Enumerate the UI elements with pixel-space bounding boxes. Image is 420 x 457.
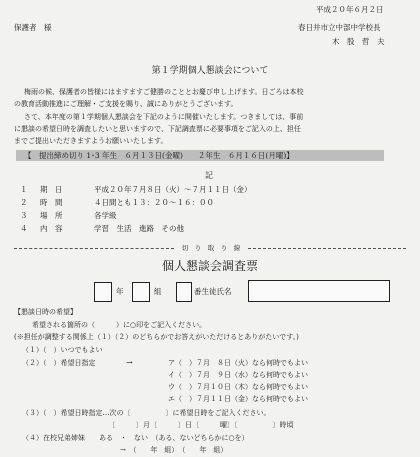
principal-name: 木 股 哲 夫 [332,37,385,46]
detail-label: 場 所 [40,211,63,220]
option-anytime[interactable]: （１）（ ）いつでもよい [22,346,103,354]
day-option[interactable]: エ（ ）７月１１日（金）なら何時でもよい [168,395,308,403]
instruction-1: 希望される箇所の（ ）に○印をご記入ください。 [32,321,207,329]
preference-section: 【懇談日時の希望】 [14,308,77,316]
number-box[interactable] [176,282,192,302]
detail-value: ４日間とも１３：２０～１６：００ [94,198,214,207]
option-datetime[interactable]: （３）（ ）希望日時指定…次の〔 〕に希望日時をご記入ください。 [22,409,271,417]
detail-num: ３ [20,211,28,220]
student-name-box[interactable] [248,280,390,302]
arrow-icon: → [126,358,133,367]
ki-heading: 記 [205,171,213,180]
student-name-label: 番生徒氏名 [194,287,232,296]
detail-label: 期 日 [40,185,63,194]
class-box[interactable] [132,282,150,302]
detail-num: １ [20,185,28,194]
detail-num: ４ [20,224,28,233]
siblings-classes[interactable]: → （ 年 組） （ 年 組） [120,446,228,454]
body-paragraph-2c: までご提出いただきますようお願いいたします。 [14,137,168,145]
grade-label: 年 [116,287,124,296]
datetime-fields[interactable]: 〔 〕月〔 〕日〔 曜〕〔 〕時頃 [108,421,294,429]
notice-title: 第１学期個人懇談会について [151,66,269,76]
cut-line-label: 切 り 取 り 線 [174,244,248,252]
body-paragraph-1b: の教育活動推進にご理解・ご支援を賜り、誠にありがとうございます。 [14,100,238,108]
detail-value: 学習 生活 進路 その他 [94,224,184,233]
cut-line [14,244,406,252]
issue-date: 平成２０年６月２日 [316,5,384,14]
detail-value: 平成２０年７月８日（火）～７月１１日（金） [94,185,252,194]
grade-box[interactable] [94,282,112,302]
detail-num: ２ [20,198,28,207]
body-paragraph-1a: 梅雨の候、保護者の皆様にはますますご健勝のこととお慶び申し上げます。日ごろは本校 [24,88,304,96]
siblings-question[interactable]: （４）在校兄弟姉妹 ある ・ ない （ある、ないどちらかに○を） [22,434,249,442]
school-name: 春日井市立中部中学校長 [298,23,381,32]
day-option[interactable]: ウ（ ）７月１０日（木）なら何時でもよい [168,383,308,391]
detail-value: 各学級 [94,211,117,220]
body-paragraph-2a: さて、本年度の第１学期個人懇談会を下記のように開催いたします。つきましては、事前 [24,113,304,121]
instruction-2: (※担任が調整する関係上（１）（２）のどちらかでお答えがいただけるとありがたいです。) [14,333,299,341]
body-paragraph-2b: に懇談の希望日時を調査したいと思いますので、下記調査票に必要事項をご記入の上、担任 [14,125,301,133]
option-date[interactable]: （２）（ ）希望日指定 [22,359,96,367]
addressee: 保護者 様 [14,23,52,32]
detail-label: 内 容 [40,224,63,233]
day-option[interactable]: ア（ ）７月 ８日（火）なら何時でもよい [168,359,308,367]
detail-label: 時 間 [40,198,63,207]
day-option[interactable]: イ（ ）７月 ９日（水）なら何時でもよい [168,371,308,379]
form-title: 個人懇談会調査票 [161,259,258,273]
deadline-banner: 【 提出締め切り 1･3 年生 ６月１３日(金曜) ２年生 ６月１６日(月曜)】 [16,150,384,161]
class-label: 組 [154,287,162,296]
